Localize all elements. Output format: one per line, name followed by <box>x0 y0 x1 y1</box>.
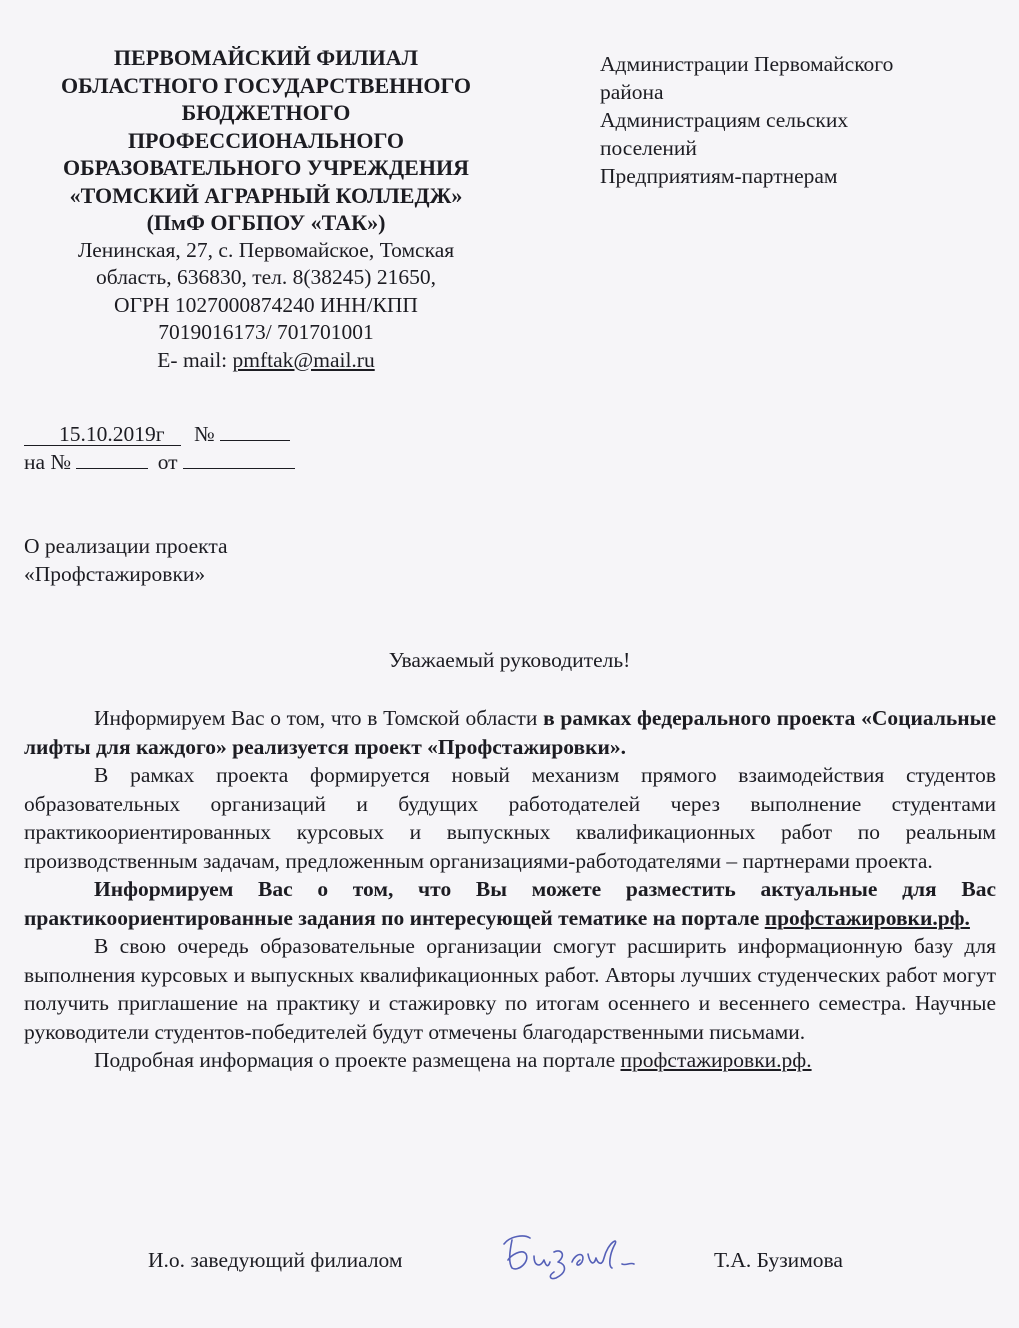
reference-number-blank <box>76 448 148 469</box>
paragraph-bold-text: в рамках федерального проекта «Социальные лифты для каждого» реализуется проект «Профстажировки». <box>24 706 996 759</box>
reference-line <box>24 448 295 475</box>
org-email-line <box>22 347 510 375</box>
body-paragraph <box>24 1046 996 1075</box>
org-name-line: ОБРАЗОВАТЕЛЬНОГО УЧРЕЖДЕНИЯ <box>63 155 469 180</box>
addressee-line: Администрациям сельских <box>600 108 849 132</box>
paragraph-text: Подробная информация о проекте размещена на портале <box>94 1048 621 1072</box>
signatory-name: Т.А. Бузимова <box>714 1248 843 1272</box>
paragraph-text: Информируем Вас о том, что в Томской области <box>94 706 544 730</box>
addressee-line: района <box>600 80 664 104</box>
registration-date-line <box>24 420 290 447</box>
org-registration-line: ОГРН 1027000874240 ИНН/КПП <box>114 292 418 317</box>
handwritten-signature <box>490 1222 650 1282</box>
email-label: E- mail: <box>157 347 233 372</box>
email-link[interactable]: pmftak@mail.ru <box>232 347 375 372</box>
org-name-line: ОБЛАСТНОГО ГОСУДАРСТВЕННОГО <box>60 72 472 98</box>
subject-line: «Профстажировки» <box>24 562 206 586</box>
letter-body <box>24 704 996 1075</box>
from-label: от <box>157 450 178 474</box>
org-abbreviation: (ПмФ ОГБПОУ «ТАК») <box>146 210 386 235</box>
org-name-line: «ТОМСКИЙ АГРАРНЫЙ КОЛЛЕДЖ» <box>69 182 463 208</box>
organization-header <box>22 44 510 374</box>
portal-link[interactable]: профстажировки.рф. <box>620 1048 812 1072</box>
reference-date-blank <box>183 448 295 469</box>
signatory-title: И.о. заведующий филиалом <box>148 1248 403 1272</box>
org-address-line: область, 636830, тел. 8(38245) 21650, <box>96 265 436 289</box>
portal-link[interactable]: профстажировки.рф. <box>764 905 970 930</box>
salutation: Уважаемый руководитель! <box>388 648 631 672</box>
body-paragraph: В рамках проекта формируется новый механизм прямого взаимодействия студентов образовательных организаций и будущих работодателей через выполнение студентами практикоориентированных курсовых и выпускных квалификационных работ по реальным производственным задачам, предложенным организациями-работодателями – партнерами проекта. <box>24 763 996 873</box>
org-name-line: ПРОФЕССИОНАЛЬНОГО <box>127 127 405 153</box>
document-date: 15.10.2019г <box>24 423 181 446</box>
addressee-line: поселений <box>600 136 697 160</box>
subject-line: О реализации проекта <box>24 534 228 558</box>
number-blank <box>220 420 290 441</box>
addressee-line: Предприятиям-партнерам <box>600 164 838 188</box>
addressee-line: Администрации Первомайского <box>600 52 894 76</box>
letter-subject <box>24 532 228 588</box>
body-paragraph <box>24 875 996 932</box>
body-paragraph: В свою очередь образовательные организации смогут расширить информационную базу для выполнения курсовых и выпускных квалификационных работ. Авторы лучших студенческих работ могут получить приглашение на практику и стажировку по итогам осеннего и весеннего семестра. Научные руководители студентов-победителей будут отмечены благодарственными письмами. <box>24 934 996 1044</box>
addressee-block <box>600 50 1000 190</box>
org-address-line: Ленинская, 27, с. Первомайское, Томская <box>77 237 455 262</box>
org-name-line: БЮДЖЕТНОГО <box>181 100 351 125</box>
org-name-line: ПЕРВОМАЙСКИЙ ФИЛИАЛ <box>113 45 419 70</box>
body-paragraph <box>24 704 996 761</box>
paragraph-bold-text: Информируем Вас о том, что Вы можете разместить актуальные для Вас практикоориентированные задания по интересующей тематике на портале <box>24 877 996 930</box>
number-label: № <box>193 422 215 446</box>
org-registration-line: 7019016173/ 701701001 <box>158 320 374 344</box>
reference-label: на № <box>24 450 71 474</box>
